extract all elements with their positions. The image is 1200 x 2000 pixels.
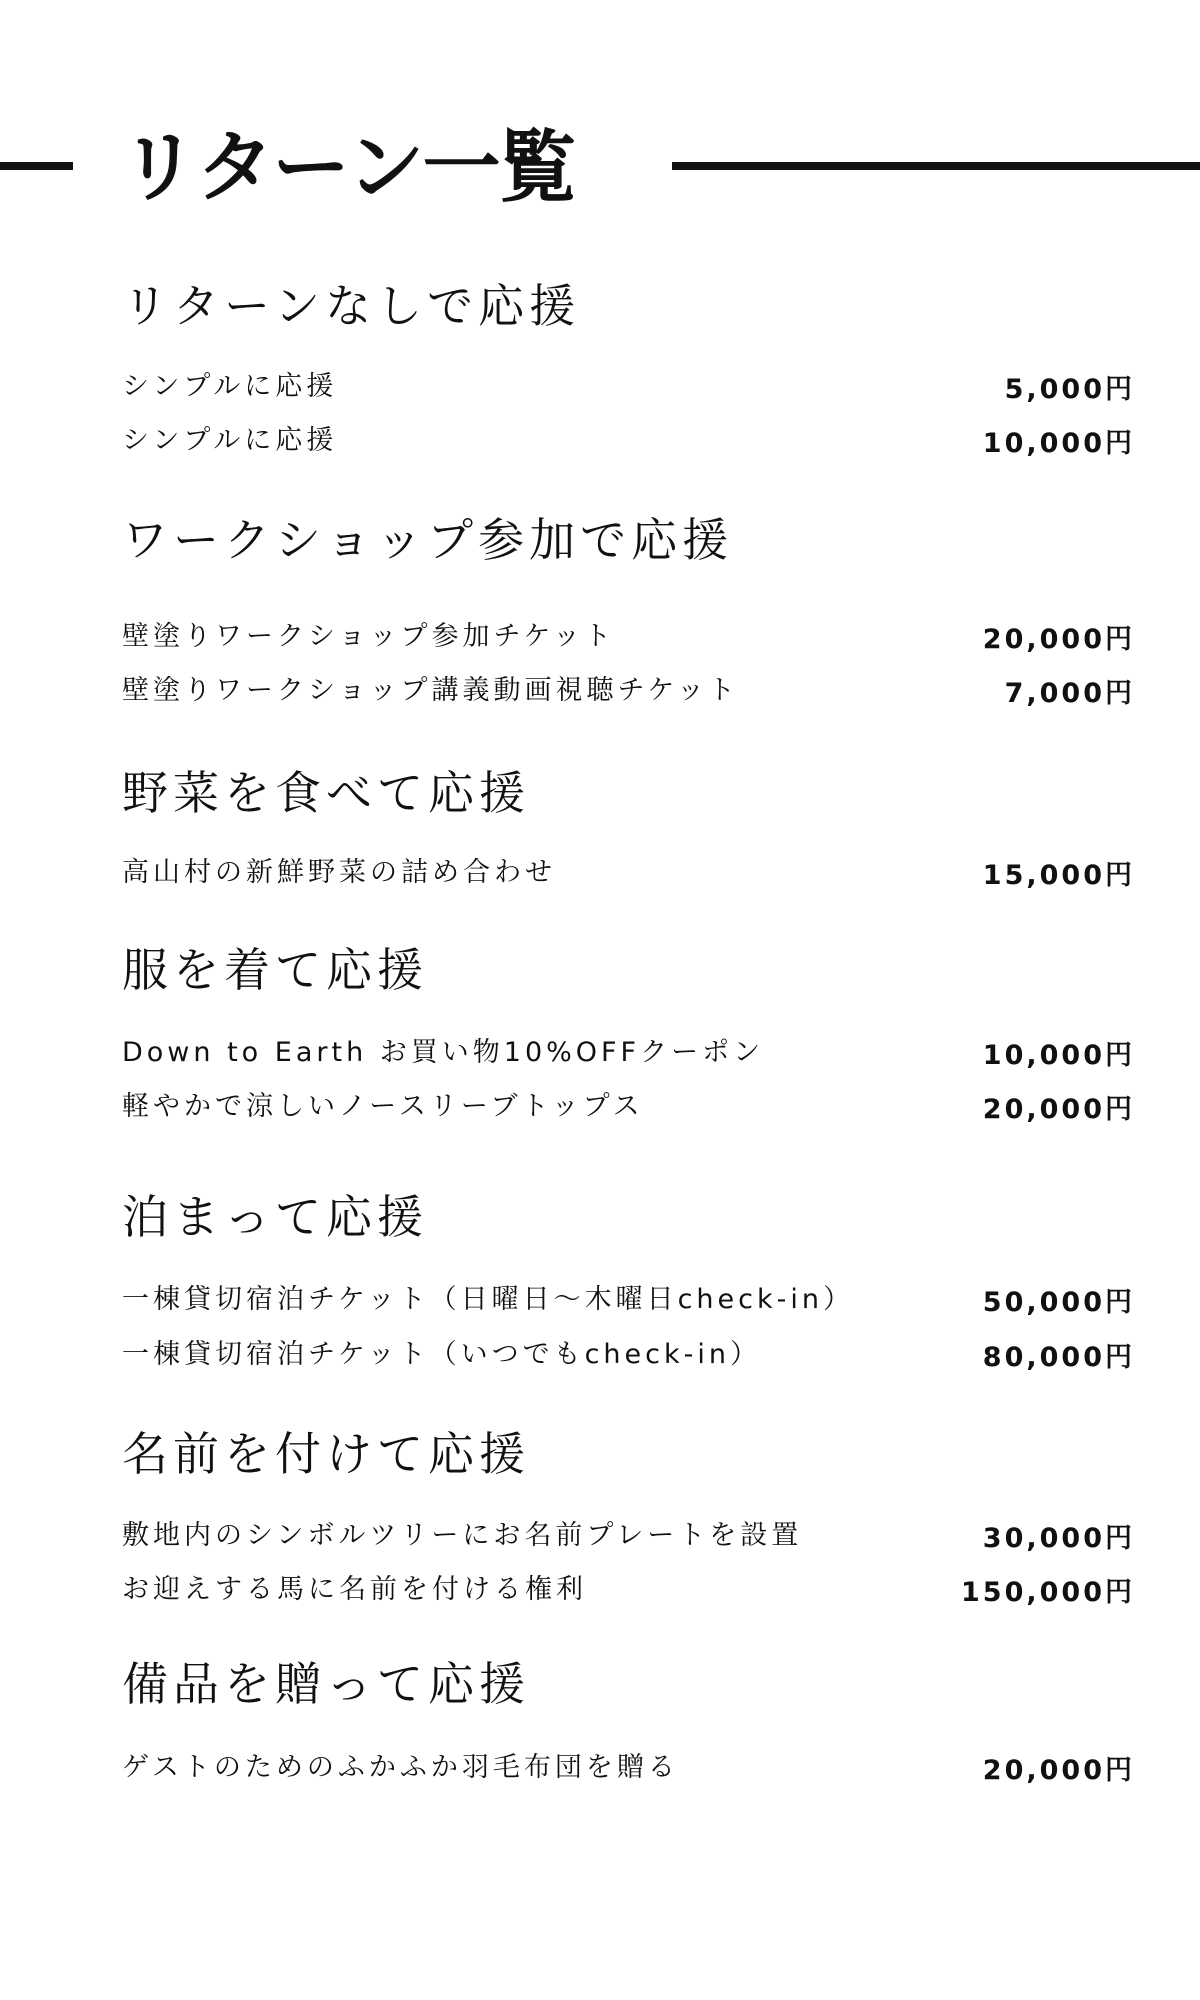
return-item-price: 80,000円: [982, 1342, 1135, 1373]
return-item-name: お迎えする馬に名前を付ける権利: [122, 1574, 587, 1605]
title-rule-right: [672, 162, 1200, 170]
return-item-row: [122, 1087, 1135, 1127]
return-item-price: 50,000円: [982, 1287, 1135, 1318]
return-item-price: 10,000円: [982, 428, 1135, 459]
return-item-name: 壁塗りワークショップ参加チケット: [122, 621, 616, 652]
return-item-price: 30,000円: [982, 1523, 1135, 1554]
return-item-name: シンプルに応援: [122, 425, 338, 456]
return-item-price: 7,000円: [1004, 678, 1135, 709]
section-heading-stay: 泊まって応援: [122, 1190, 428, 1244]
return-item-row: [122, 1748, 1135, 1788]
title-rule-left: [0, 162, 73, 170]
section-heading-workshop: ワークショップ参加で応援: [122, 513, 734, 567]
return-item-row: [122, 1335, 1135, 1375]
section-heading-supplies: 備品を贈って応援: [122, 1657, 530, 1711]
return-item-row: [122, 1033, 1135, 1073]
return-item-price: 20,000円: [982, 1755, 1135, 1786]
section-heading-no-return: リターンなしで応援: [122, 279, 581, 333]
section-heading-naming: 名前を付けて応援: [122, 1427, 530, 1481]
return-item-name: 高山村の新鮮野菜の詰め合わせ: [122, 857, 556, 888]
return-item-name: 壁塗りワークショップ講義動画視聴チケット: [122, 675, 740, 706]
return-item-name: Down to Earth お買い物10%OFFクーポン: [122, 1037, 765, 1068]
return-item-name: シンプルに応援: [122, 371, 338, 402]
return-item-row: [122, 617, 1135, 657]
return-item-price: 10,000円: [982, 1040, 1135, 1071]
return-item-name: 軽やかで涼しいノースリーブトップス: [122, 1091, 644, 1122]
return-item-row: [122, 1280, 1135, 1320]
return-item-price: 5,000円: [1004, 374, 1135, 405]
return-item-name: 一棟貸切宿泊チケット（いつでもcheck-in）: [122, 1339, 761, 1370]
return-item-price: 20,000円: [982, 1094, 1135, 1125]
return-item-row: [122, 367, 1135, 407]
section-heading-clothes: 服を着て応援: [122, 943, 428, 997]
return-item-row: [122, 1516, 1135, 1556]
return-item-price: 20,000円: [982, 624, 1135, 655]
section-heading-vegetables: 野菜を食べて応援: [122, 766, 530, 820]
return-item-row: [122, 671, 1135, 711]
return-item-name: 敷地内のシンボルツリーにお名前プレートを設置: [122, 1520, 803, 1551]
return-item-row: [122, 1570, 1135, 1610]
return-item-price: 15,000円: [982, 860, 1135, 891]
return-item-name: 一棟貸切宿泊チケット（日曜日〜木曜日check-in）: [122, 1284, 854, 1315]
return-item-price: 150,000円: [961, 1577, 1135, 1608]
return-item-row: [122, 421, 1135, 461]
page-title: リターン一覧: [120, 123, 575, 213]
return-item-name: ゲストのためのふかふか羽毛布団を贈る: [122, 1752, 679, 1783]
return-item-row: [122, 853, 1135, 893]
